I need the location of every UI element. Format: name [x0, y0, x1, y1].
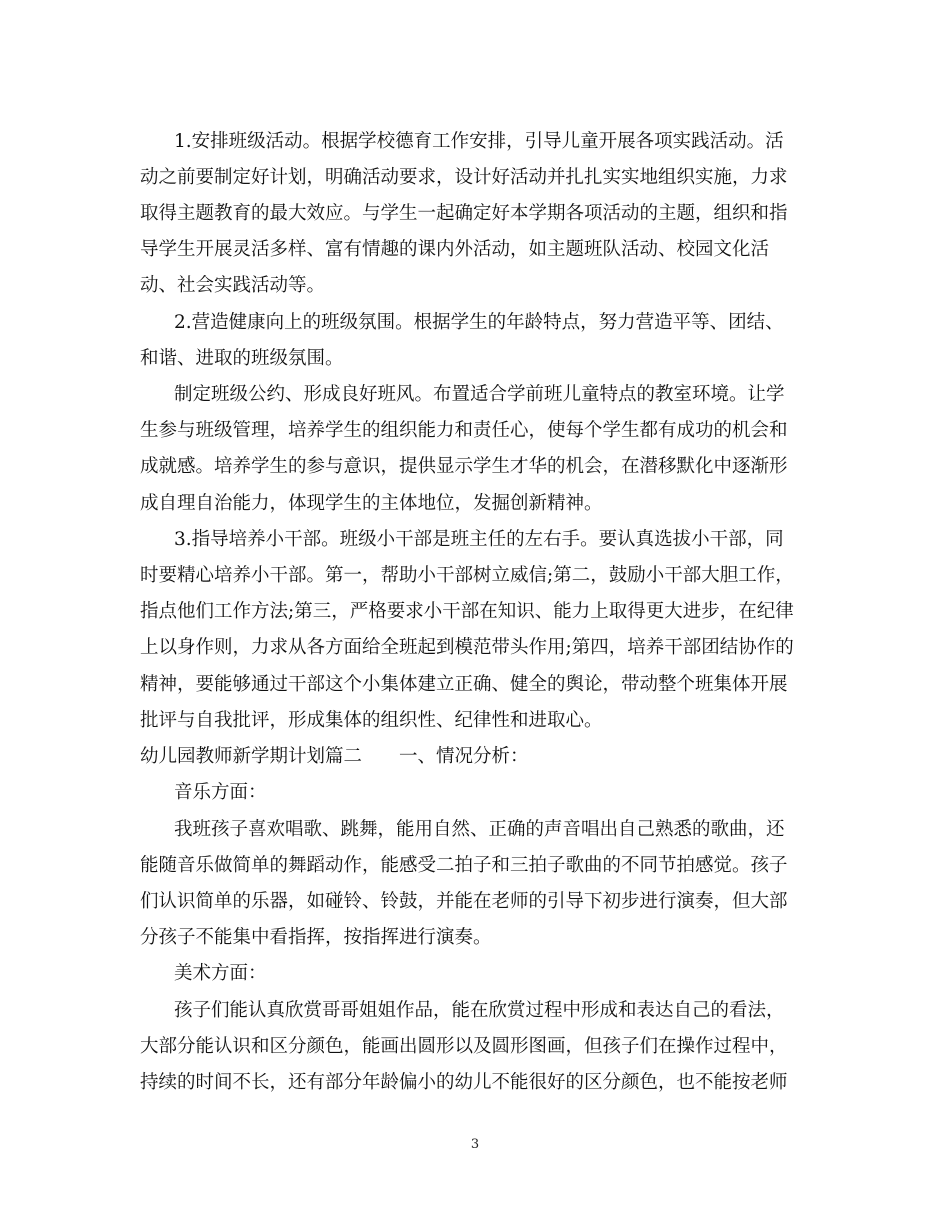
text-line: 分孩子不能集中看指挥，按指挥进行演奏。 — [140, 927, 492, 948]
text-line: 们认识简单的乐器，如碰铃、铃鼓，并能在老师的引导下初步进行演奏，但大部 — [140, 891, 788, 912]
text-line: 3.指导培养小干部。班级小干部是班主任的左右手。要认真选拔小干部，同 — [174, 529, 784, 550]
text-line: 生参与班级管理，培养学生的组织能力和责任心，使每个学生都有成功的机会和 — [140, 420, 788, 441]
text-line: 能随音乐做简单的舞蹈动作，能感受二拍子和三拍子歌曲的不同节拍感觉。孩子 — [140, 855, 788, 876]
text-line: 精神，要能够通过干部这个小集体建立正确、健全的舆论，带动整个班集体开展 — [140, 674, 788, 695]
text-line: 时要精心培养小干部。第一，帮助小干部树立威信;第二，鼓励小干部大胆工作， — [140, 565, 794, 586]
text-line: 成自理自治能力，体现学生的主体地位，发掘创新精神。 — [140, 493, 603, 514]
text-line: 上以身作则，力求从各方面给全班起到模范带头作用;第四，培养干部团结协作的 — [140, 637, 794, 658]
text-line: 成就感。培养学生的参与意识，提供显示学生才华的机会，在潜移默化中逐渐形 — [140, 456, 788, 477]
subsection-heading: 音乐方面： — [174, 782, 267, 803]
text-line: 指点他们工作方法;第三，严格要求小干部在知识、能力上取得更大进步，在纪律 — [140, 601, 794, 622]
text-line: 批评与自我批评，形成集体的组织性、纪律性和进取心。 — [140, 710, 603, 731]
text-line: 制定班级公约、形成良好班风。布置适合学前班儿童特点的教室环境。让学 — [174, 384, 785, 405]
text-line: 持续的时间不长，还有部分年龄偏小的幼儿不能很好的区分颜色，也不能按老师 — [140, 1072, 788, 1093]
text-line: 2.营造健康向上的班级氛围。根据学生的年龄特点，努力营造平等、团结、 — [174, 312, 784, 333]
subsection-heading: 美术方面： — [174, 963, 267, 984]
text-line: 动、社会实践活动等。 — [140, 275, 326, 296]
text-line: 大部分能认识和区分颜色，能画出圆形以及圆形图画，但孩子们在操作过程中， — [140, 1036, 788, 1057]
text-line: 和谐、进取的班级氛围。 — [140, 348, 344, 369]
text-line: 1.安排班级活动。根据学校德育工作安排，引导儿童开展各项实践活动。活 — [174, 131, 784, 152]
text-line: 孩子们能认真欣赏哥哥姐姐作品，能在欣赏过程中形成和表达自己的看法， — [174, 1000, 785, 1021]
text-line: 我班孩子喜欢唱歌、跳舞，能用自然、正确的声音唱出自己熟悉的歌曲，还 — [174, 819, 785, 840]
text-line: 动之前要制定好计划，明确活动要求，设计好活动并扎扎实实地组织实施，力求 — [140, 167, 788, 188]
section-heading: 幼儿园教师新学期计划篇二 一、情况分析： — [140, 746, 529, 767]
page-number: 3 — [470, 1137, 480, 1152]
text-line: 导学生开展灵活多样、富有情趣的课内外活动，如主题班队活动、校园文化活 — [140, 239, 770, 260]
text-line: 取得主题教育的最大效应。与学生一起确定好本学期各项活动的主题，组织和指 — [140, 203, 788, 224]
